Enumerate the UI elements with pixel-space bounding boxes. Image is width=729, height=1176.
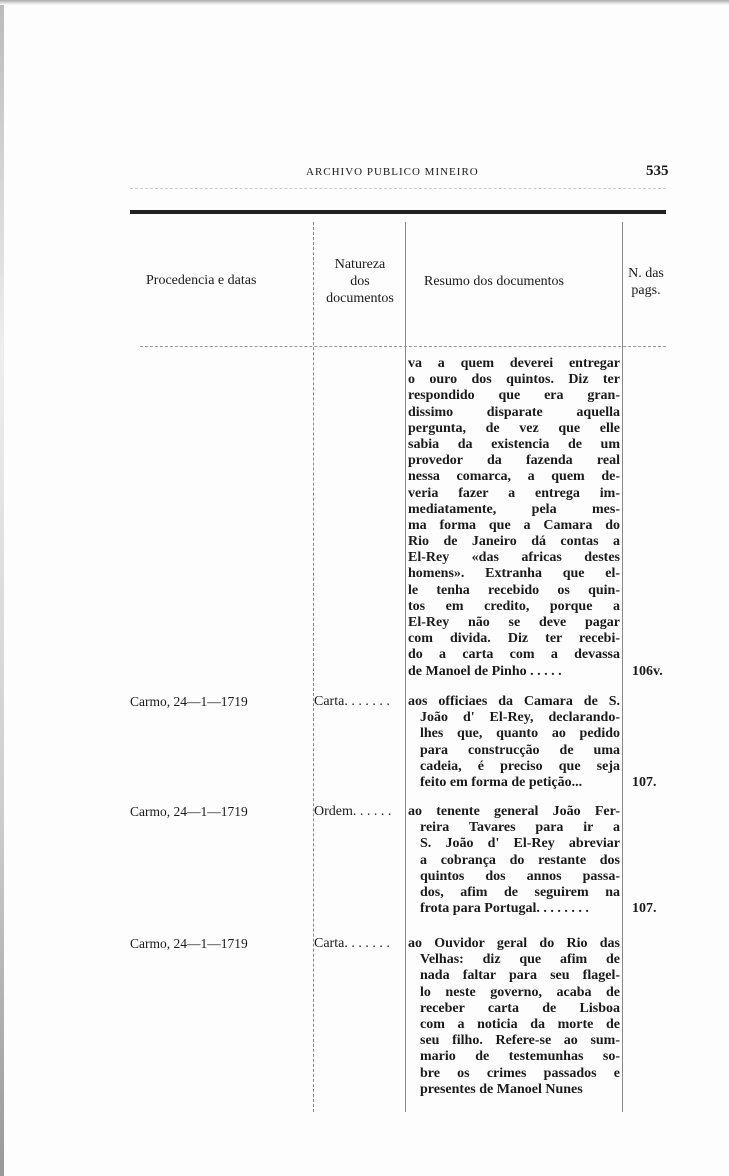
page-number: 535 [646,163,669,179]
row-nature: Carta. . . . . . . [314,936,390,951]
running-title: ARCHIVO PUBLICO MINEIRO [306,166,479,178]
summary-line: seu filho. Refere-se ao sum- [420,1033,620,1049]
summary-line: do a carta com a devassa [408,647,620,663]
summary-line: nessa comarca, a quem de- [408,469,620,485]
table-top-rule [130,210,666,214]
row-summary [408,936,620,1098]
summary-line: dissimo disparate aquella [408,404,620,420]
summary-line: frota para Portugal. . . . . . . . [420,901,589,917]
summary-line: bre os crimes passados e [420,1065,620,1081]
summary-line: tos em credito, porque a [408,598,620,614]
row-pages: 107. [632,775,657,790]
summary-line: quintos dos annos passa- [420,868,620,884]
header-line: N. das [628,266,664,281]
summary-line: sabia da existencia de um [408,436,620,452]
summary-line: feito em forma de petição... [420,774,583,790]
header-line: pags. [631,283,661,298]
row-summary [408,694,620,791]
summary-line: mario de testemunhas so- [420,1049,620,1065]
summary-line: aos officiaes da Camara de S. [408,694,620,709]
summary-line: Velhas: diz que afim de [420,952,620,968]
summary-line: nada faltar para seu flagel- [420,968,620,984]
column-divider [405,222,406,1112]
row-summary [408,356,620,680]
summary-line: lhes que, quanto ao pedido [420,726,620,742]
summary-line: para construcção de uma [420,742,620,758]
column-divider [622,222,623,1112]
header-line: Natureza [334,257,386,272]
summary-line: va a quem deverei entregar [408,356,620,371]
summary-line: S. João d' El-Rey abreviar [420,836,620,852]
summary-line: presentes de Manoel Nunes [420,1081,583,1097]
row-nature: Ordem. . . . . . [314,804,392,819]
column-header-resumo: Resumo dos documentos [424,274,564,289]
header-line: documentos [326,291,394,306]
summary-line: com a noticia da morte de [420,1016,620,1032]
row-pages: 106v. [632,663,663,679]
column-header-pags [623,265,669,299]
row-summary [408,804,620,917]
summary-line: João d' El-Rey, declarando- [420,710,620,726]
summary-line: o ouro dos quintos. Diz ter [408,372,620,388]
summary-line: com divida. Diz ter recebi- [408,631,620,647]
summary-line: homens». Extranha que el- [408,566,620,582]
row-nature: Carta. . . . . . . [314,694,390,709]
column-divider [313,222,314,1112]
summary-line: mediatamente, pela mes- [408,501,620,517]
summary-line: dos, afim de seguirem na [420,884,620,900]
row-pages: 107. [632,901,657,917]
summary-line: a cobrança do restante dos [420,852,620,868]
summary-line: de Manoel de Pinho . . . . . [408,663,562,679]
summary-line: ao tenente general João Fer- [408,804,620,819]
summary-line: reira Tavares para ir a [420,820,620,836]
summary-line: provedor da fazenda real [408,453,620,469]
header-divider [130,188,666,189]
summary-line: El-Rey «das africas destes [408,550,620,566]
header-line: dos [350,274,370,289]
summary-line: le tenha recebido os quin- [408,582,620,598]
summary-line: respondido que era gran- [408,388,620,404]
page-edge-shadow [0,0,4,1176]
summary-line: cadeia, é preciso que seja [420,758,620,774]
summary-line: Rio de Janeiro dá contas a [408,534,620,550]
summary-line: lo neste governo, acaba de [420,984,620,1000]
summary-line: El-Rey não se deve pagar [408,615,620,630]
summary-line: ma forma que a Camara do [408,517,620,533]
row-date: Carmo, 24—1—1719 [130,936,248,951]
page-top-edge [0,0,729,5]
row-date: Carmo, 24—1—1719 [130,804,248,819]
summary-line: veria fazer a entrega im- [408,485,620,501]
column-header-natureza [314,256,406,307]
summary-line: ao Ouvidor geral do Rio das [408,936,620,951]
column-header-procedencia: Procedencia e datas [146,273,257,288]
row-date: Carmo, 24—1—1719 [130,694,248,709]
header-divider-dashed [140,346,666,347]
summary-line: pergunta, de vez que elle [408,420,620,436]
summary-line: receber carta de Lisboa [420,1000,620,1016]
